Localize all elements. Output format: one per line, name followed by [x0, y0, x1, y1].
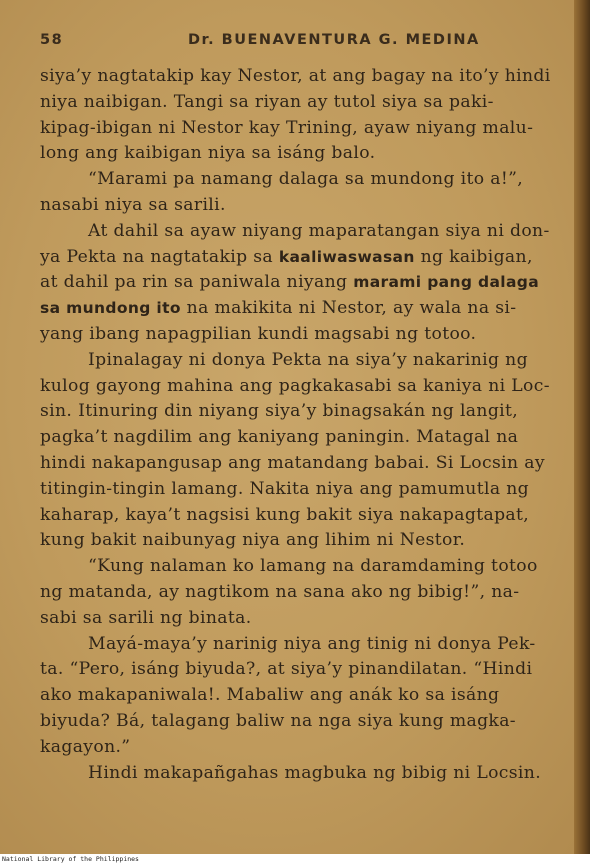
line-text: titingin-tingin lamang. Nakita niya ang pamumutla ng: [40, 478, 530, 499]
text-line: [40, 451, 580, 477]
line-text: Hindi makapañgahas magbuka ng bibig ni Locsin.: [88, 762, 542, 783]
line-text: “Kung nalaman ko lamang na daramdaming totoo: [88, 556, 538, 577]
text-line: [40, 632, 580, 658]
text-line: [40, 348, 580, 374]
line-text: siya’y nagtatakip kay Nestor, at ang bagay na ito’y hindi: [40, 66, 551, 86]
text-line: [40, 64, 580, 90]
line-text: at dahil pa rin sa paniwala niyang: [40, 272, 354, 293]
text-line: [40, 116, 580, 142]
line-text: “Marami pa namang dalaga sa mundong ito a!”,: [88, 169, 524, 190]
footer-credit: National Library of the Philippines: [2, 855, 139, 863]
text-line: [40, 245, 580, 271]
line-text: yang ibang napagpilian kundi magsabi ng totoo.: [40, 323, 477, 344]
line-text-after: ng kaibigan,: [414, 246, 533, 267]
line-text: ta. “Pero, isáng biyuda?, at siya’y pinandilatan. “Hindi: [40, 659, 533, 680]
line-text: kung bakit naibunyag niya ang lihim ni Nestor.: [40, 530, 466, 551]
text-line: [40, 606, 580, 632]
line-text: niya naibigan. Tangi sa riyan ay tutol siya sa paki-: [40, 91, 494, 112]
text-line: [40, 554, 580, 580]
bold-phrase: sa mundong ito: [40, 299, 181, 318]
text-line: [40, 270, 580, 296]
line-text: hindi nakapangusap ang matandang babai. Si Locsin ay: [40, 452, 545, 473]
text-line: [40, 477, 580, 503]
text-line: [40, 425, 580, 451]
text-line: [40, 374, 580, 400]
line-text: At dahil sa ayaw niyang maparatangan siya ni don-: [88, 220, 550, 241]
line-text: kagayon.”: [40, 736, 131, 757]
line-text: ng matanda, ay nagtikom na sana ako ng bibig!”, na-: [40, 581, 520, 602]
running-title: Dr. BUENAVENTURA G. MEDINA: [188, 32, 480, 48]
text-line: [40, 90, 580, 116]
line-text: ya Pekta na nagtatakip sa: [40, 246, 279, 267]
line-text: Mayá-maya’y narinig niya ang tinig ni donya Pek-: [88, 633, 536, 654]
page-header: [40, 28, 560, 52]
line-text: sabi sa sarili ng binata.: [40, 607, 252, 628]
line-text: kipag-ibigan ni Nestor kay Trining, ayaw niyang malu-: [40, 117, 534, 138]
line-text: nasabi niya sa sarili.: [40, 194, 226, 215]
page-number: 58: [40, 32, 64, 48]
body-text: [40, 64, 580, 786]
line-text: pagka’t nagdilim ang kaniyang paningin. Matagal na: [40, 427, 519, 448]
line-text: sin. Itinuring din niyang siya’y binagsakán ng langit,: [40, 401, 519, 422]
bold-phrase: marami pang dalaga: [353, 273, 540, 292]
text-line: [40, 193, 580, 219]
text-line: [40, 141, 580, 167]
text-line: [40, 683, 580, 709]
text-line: [40, 503, 580, 529]
line-text: Ipinalagay ni donya Pekta na siya’y nakarinig ng: [88, 349, 528, 370]
text-line: [40, 296, 580, 322]
text-line: [40, 528, 580, 554]
text-line: [40, 580, 580, 606]
text-line: [40, 219, 580, 245]
line-text: ako makapaniwala!. Mabaliw ang anák ko sa isáng: [40, 685, 500, 706]
line-text: biyuda? Bá, talagang baliw na nga siya kung magka-: [40, 710, 516, 731]
line-text-after: na makikita ni Nestor, ay wala na si-: [180, 298, 517, 319]
line-text: kulog gayong mahina ang pagkakasabi sa kaniya ni Loc-: [40, 375, 550, 396]
text-line: [40, 322, 580, 348]
text-line: [40, 399, 580, 425]
line-text: long ang kaibigan niya sa isáng balo.: [40, 143, 376, 164]
text-line: [40, 657, 580, 683]
bold-phrase: kaaliwaswasan: [278, 247, 415, 266]
text-line: [40, 735, 580, 761]
text-line: [40, 167, 580, 193]
line-text: kaharap, kaya’t nagsisi kung bakit siya nakapagtapat,: [40, 504, 530, 525]
text-line: [40, 761, 580, 787]
text-line: [40, 709, 580, 735]
